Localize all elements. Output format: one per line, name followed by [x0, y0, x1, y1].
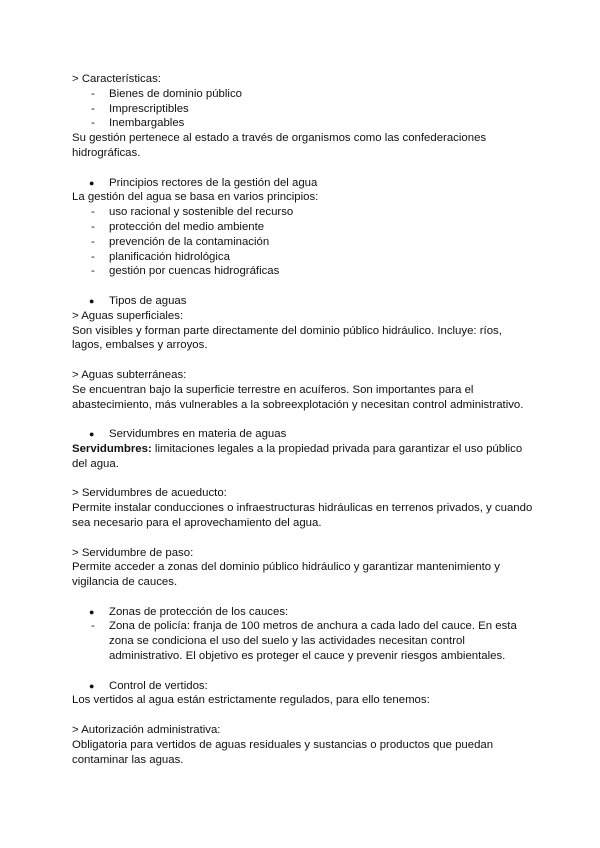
- dash-marker: -: [91, 117, 95, 130]
- dash-marker: -: [91, 102, 95, 115]
- spacer: [72, 353, 534, 368]
- superficiales-paragraph: Son visibles y forman parte directamente del dominio público hidráulico. Incluye: ríos, lagos, embalses y arroyos.: [72, 324, 502, 352]
- autorizacion-heading: > Autorización administrativa:: [72, 724, 221, 737]
- spacer: [72, 531, 534, 546]
- spacer: [72, 279, 534, 294]
- vertidos-intro: Los vertidos al agua están estrictamente regulados, para ello tenemos:: [72, 694, 430, 707]
- caracteristicas-paragraph: Su gestión pertenece al estado a través de organismos como las confederaciones hidrográficas.: [72, 132, 487, 159]
- definition-term: Servidumbres:: [72, 442, 152, 455]
- dash-marker: -: [91, 87, 95, 100]
- bullet-marker: ●: [89, 295, 95, 306]
- list-item: - planificación hidrológica: [91, 250, 230, 263]
- subterraneas-heading: > Aguas subterráneas:: [72, 368, 187, 381]
- dash-marker: -: [91, 250, 95, 263]
- dash-marker: -: [91, 206, 95, 219]
- bullet-marker: ●: [89, 429, 95, 440]
- principios-intro: La gestión del agua se basa en varios principios:: [72, 191, 319, 204]
- spacer: [72, 708, 534, 723]
- acueducto-paragraph: Permite instalar conducciones o infraestructuras hidráulicas en terrenos privados, y cuando sea necesario para el aprovechamiento del agua.: [72, 502, 533, 529]
- section-bullet-principios: ● Principios rectores de la gestión del agua: [89, 176, 318, 189]
- caracteristicas-heading: > Características:: [72, 73, 161, 85]
- servidumbres-definition: [72, 442, 534, 472]
- dash-marker: -: [91, 220, 95, 233]
- list-item: - Inembargables: [91, 117, 185, 130]
- bullet-marker: ●: [89, 606, 95, 617]
- paso-paragraph: Permite acceder a zonas del dominio público hidráulico y garantizar mantenimiento y vigilancia de cauces.: [72, 561, 501, 589]
- dash-marker: -: [91, 620, 95, 633]
- list-item: - Imprescriptibles: [91, 102, 189, 115]
- list-item: - prevención de la contaminación: [91, 235, 270, 248]
- spacer: [72, 472, 534, 487]
- list-item: - uso racional y sostenible del recurso: [91, 206, 294, 219]
- list-item: - Zona de policía: franja de 100 metros de anchura a cada lado del cauce. En esta zona se condiciona el uso del suelo y las actividades necesitan control administrativo. El objetivo es proteger el cauce y prevenir riesgos ambientales.: [91, 620, 517, 663]
- subterraneas-paragraph: Se encuentran bajo la superficie terrestre en acuíferos. Son importantes para el abastecimiento, más vulnerables a la sobreexplotación y necesitan control administrativo.: [72, 383, 524, 411]
- section-bullet-tipos: ● Tipos de aguas: [89, 294, 187, 307]
- section-bullet-servidumbres: ● Servidumbres en materia de aguas: [89, 428, 287, 441]
- spacer: [72, 664, 534, 679]
- list-item: - Bienes de dominio público: [91, 87, 242, 100]
- definition-text: limitaciones legales a la propiedad privada para garantizar el uso público del agua.: [72, 442, 523, 470]
- list-item: - protección del medio ambiente: [91, 220, 265, 233]
- list-item: - gestión por cuencas hidrográficas: [91, 265, 280, 278]
- superficiales-heading: > Aguas superficiales:: [72, 309, 184, 322]
- acueducto-heading: > Servidumbres de acueducto:: [72, 487, 227, 500]
- autorizacion-paragraph: Obligatoria para vertidos de aguas residuales y sustancias o productos que puedan contaminar las aguas.: [72, 738, 494, 766]
- section-bullet-vertidos: ● Control de vertidos:: [89, 679, 208, 692]
- bullet-marker: ●: [89, 680, 95, 691]
- dash-marker: -: [91, 265, 95, 278]
- section-bullet-zonas: ● Zonas de protección de los cauces:: [89, 605, 289, 618]
- document-page: [72, 72, 534, 767]
- spacer: [72, 412, 534, 427]
- spacer: [72, 161, 534, 176]
- spacer: [72, 590, 534, 605]
- dash-marker: -: [91, 235, 95, 248]
- paso-heading: > Servidumbre de paso:: [72, 546, 194, 559]
- bullet-marker: ●: [89, 177, 95, 188]
